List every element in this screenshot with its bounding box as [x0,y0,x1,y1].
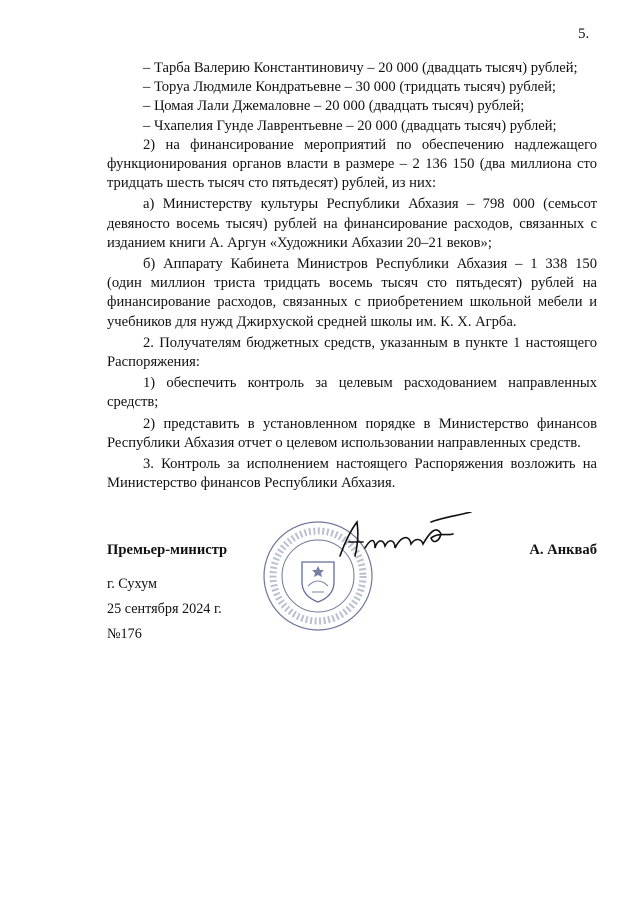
paragraph: 1) обеспечить контроль за целевым расходованием направленных средств; [107,375,597,411]
paragraph: 2. Получателям бюджетных средств, указанным в пункте 1 настоящего Распоряжения: [107,334,597,371]
paragraph: 2) на финансирование мероприятий по обеспечению надлежащего функционирования органов власти в размере – 2 136 150 (два миллиона сто тридцать шесть тысяч сто пятьдесят) рублей, из них: [107,136,597,192]
paragraph: б) Аппарату Кабинета Министров Республики Абхазия – 1 338 150 (один миллион триста тридцать восемь тысяч сто пятьдесят) рублей на финансирование расходов, связанных с приобретением школьной мебели и учебников для нужд Джирхуской средней школы им. К. Х. Агрба. [107,256,597,330]
handwritten-signature [335,512,485,562]
paragraph: – Тарба Валерию Константиновичу – 20 000 (двадцать тысяч) рублей; [143,60,578,76]
document-meta [107,572,222,647]
document-number: №176 [107,626,142,642]
paragraph: – Цомая Лали Джемаловне – 20 000 (двадцать тысяч) рублей; [143,98,525,115]
paragraph: – Торуа Людмиле Кондратьевне – 30 000 (тридцать тысяч) рублей; [143,79,556,96]
document-date: 25 сентября 2024 г. [107,601,222,617]
document-city: г. Сухум [107,576,157,592]
paragraph: – Чхапелия Гунде Лаврентьевне – 20 000 (двадцать тысяч) рублей; [143,117,557,134]
signatory-name: А. Анкваб [529,542,597,558]
signatory-title: Премьер-министр [107,542,228,558]
paragraph: а) Министерству культуры Республики Абхазия – 798 000 (семьсот девяносто восемь тысяч) рублей на финансирование расходов, связанных с изданием книги А. Аргун «Художники Абхазии 20–21 веков»; [107,196,597,251]
paragraph: 3. Контроль за исполнением настоящего Распоряжения возложить на Министерство финансов Республики Абхазия. [107,456,597,492]
document-body [107,59,597,493]
page-number: 5. [578,26,590,42]
paragraph: 2) представить в установленном порядке в Министерство финансов Республики Абхазия отчет о целевом использовании направленных средств. [107,415,597,451]
